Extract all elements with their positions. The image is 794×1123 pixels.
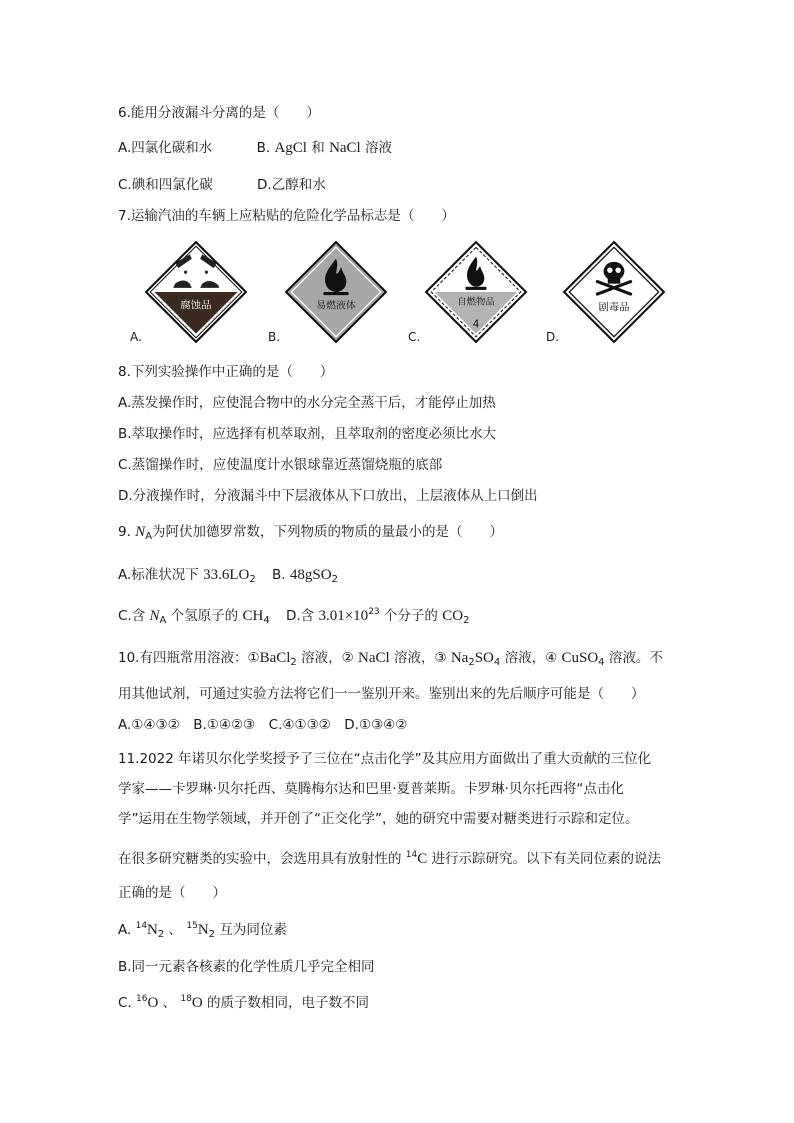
q9-option-c: C.含 $N_A$ 个氢原子的 $CH_4$: [118, 608, 270, 626]
toxic-sign-label: 剧毒品: [598, 301, 630, 314]
q11-line5: 正确的是（ ）: [118, 885, 226, 901]
q9-options-ab: [118, 565, 338, 585]
q6-option-b: B. AgCl 和 NaCl 溶液: [256, 140, 393, 156]
q7-option-c: C.: [408, 330, 421, 344]
q6-options-ab: [118, 138, 392, 158]
q8-stem: 8.下列实验操作中正确的是（ ）: [118, 364, 334, 380]
q7-stem: 7.运输汽油的车辆上应粘贴的危险化学品标志是（ ）: [118, 208, 455, 224]
q11-option-a: A. $^{14}N_2$ 、 $^{15}N_2$ 互为同位素: [118, 921, 287, 940]
q11-line3: 学”运用在生物学领域，并开创了“正交化学”，她的研究中需要对糖类进行示踪和定位。: [118, 811, 639, 827]
spontaneous-combustion-sign: [424, 240, 528, 344]
q7-option-b: B.: [268, 330, 281, 344]
corrosive-sign-label: 腐蚀品: [180, 299, 212, 312]
q11-line1: 11.2022 年诺贝尔化学奖授予了三位在“点击化学”及其应用方面做出了重大贡献的三位化: [118, 751, 652, 767]
q11-option-c: C. $^{16}$O 、 $^{18}$O 的质子数相同，电子数不同: [118, 994, 369, 1011]
q6-options-cd: [118, 175, 326, 195]
q8-option-b: B.萃取操作时，应选择有机萃取剂，且萃取剂的密度必须比水大: [118, 426, 497, 442]
toxic-sign: [562, 240, 666, 344]
q10-stem-line2: 用其他试剂，可通过实验方法将它们一一鉴别开来。鉴别出来的先后顺序可能是（ ）: [118, 686, 645, 702]
q11-line4: 在很多研究糖类的实验中，会选用具有放射性的 $^{14}$C 进行示踪研究。以下有关同位素的说法: [118, 850, 662, 867]
q6-option-a: A.四氯化碳和水: [118, 140, 213, 156]
q8-option-d: D.分液操作时，分液漏斗中下层液体从下口放出，上层液体从上口倒出: [118, 488, 538, 504]
flammable-liquid-sign: [284, 240, 388, 344]
q8-option-a: A.蒸发操作时，应使混合物中的水分完全蒸干后，才能停止加热: [118, 395, 496, 411]
q7-option-a: A.: [130, 330, 142, 344]
q6-option-d: D.乙醇和水: [257, 177, 326, 193]
q10-options: A.①④③② B.①④②③ C.④①③② D.①③④②: [118, 717, 408, 733]
q11-option-b: B.同一元素各核素的化学性质几乎完全相同: [118, 959, 375, 975]
q6-option-c: C.碘和四氯化碳: [118, 177, 213, 193]
q9-options-cd: [118, 606, 469, 626]
avogadro-symbol: N: [135, 524, 146, 540]
q7-option-d: D.: [546, 330, 560, 344]
q11-line2: 学家——卡罗琳·贝尔托西、莫腾梅尔达和巴里·夏普莱斯。卡罗琳·贝尔托西将“点击化: [118, 781, 624, 797]
class-number: 4: [472, 318, 480, 331]
corrosive-sign: [144, 240, 248, 344]
q9-option-b: B. 48gSO$_2$: [272, 567, 338, 585]
spontaneous-sign-label: 自燃物品: [457, 296, 495, 308]
q9-option-d: D.含 $3.01\times 10^{23}$ 个分子的 $CO_2$: [285, 607, 470, 626]
flammable-sign-label: 易燃液体: [316, 300, 356, 312]
q9-option-a: A.标准状况下 $33.6LO_2$: [118, 567, 256, 585]
q10-stem-line1: 10.有四瓶常用溶液：①BaCl$_2$ 溶液，② NaCl 溶液，③ $Na_2SO_4$ 溶液，④ CuSO$_4$ 溶液。不: [118, 650, 663, 668]
q6-stem: 6.能用分液漏斗分离的是（ ）: [118, 105, 320, 121]
q9-stem: 9. $N_A$为阿伏加德罗常数，下列物质的物质的量最小的是（ ）: [118, 524, 504, 542]
q8-option-c: C.蒸馏操作时，应使温度计水银球靠近蒸馏烧瓶的底部: [118, 457, 443, 473]
